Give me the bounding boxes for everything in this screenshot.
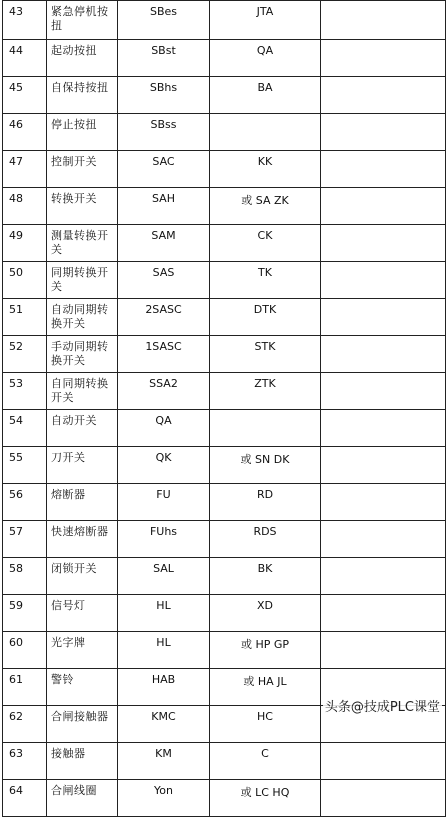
new-symbol-cell: SBst [118, 40, 210, 77]
new-symbol-cell: SAC [118, 151, 210, 188]
blank-cell [321, 225, 446, 262]
old-symbol-cell: RDS [210, 521, 321, 558]
table-row [3, 40, 446, 77]
new-symbol-cell: KM [118, 743, 210, 780]
blank-cell [321, 447, 446, 484]
row-number-cell: 43 [3, 1, 47, 40]
row-number-cell: 59 [3, 595, 47, 632]
new-symbol-cell: HL [118, 595, 210, 632]
row-number-cell: 58 [3, 558, 47, 595]
row-number-cell: 49 [3, 225, 47, 262]
table-row [3, 114, 446, 151]
new-symbol-cell: SAL [118, 558, 210, 595]
blank-cell [321, 558, 446, 595]
blank-cell [321, 77, 446, 114]
blank-cell [321, 151, 446, 188]
component-name-cell: 刀开关 [47, 447, 118, 484]
component-name-cell: 手动同期转换开关 [47, 336, 118, 373]
old-symbol-cell: 或 HP GP [210, 632, 321, 669]
table-row [3, 632, 446, 669]
component-name-cell: 快速熔断器 [47, 521, 118, 558]
blank-cell [321, 632, 446, 669]
old-symbol-cell: C [210, 743, 321, 780]
symbol-table-body [3, 1, 446, 817]
new-symbol-cell: HL [118, 632, 210, 669]
blank-cell [321, 410, 446, 447]
old-symbol-cell [210, 410, 321, 447]
blank-cell [321, 40, 446, 77]
old-symbol-cell: QA [210, 40, 321, 77]
new-symbol-cell: KMC [118, 706, 210, 743]
blank-cell [321, 1, 446, 40]
blank-cell [321, 484, 446, 521]
component-name-cell: 自动开关 [47, 410, 118, 447]
table-row [3, 410, 446, 447]
table-row [3, 484, 446, 521]
table-row [3, 595, 446, 632]
table-row [3, 780, 446, 817]
row-number-cell: 55 [3, 447, 47, 484]
table-row [3, 1, 446, 40]
table-row [3, 336, 446, 373]
blank-cell [321, 114, 446, 151]
row-number-cell: 64 [3, 780, 47, 817]
table-row [3, 558, 446, 595]
row-number-cell: 54 [3, 410, 47, 447]
old-symbol-cell: 或 HA JL [210, 669, 321, 706]
component-name-cell: 起动按扭 [47, 40, 118, 77]
new-symbol-cell: FU [118, 484, 210, 521]
table-row [3, 299, 446, 336]
component-name-cell: 自动同期转换开关 [47, 299, 118, 336]
old-symbol-cell: RD [210, 484, 321, 521]
blank-cell [321, 336, 446, 373]
old-symbol-cell: BK [210, 558, 321, 595]
component-name-cell: 自保持按扭 [47, 77, 118, 114]
blank-cell [321, 373, 446, 410]
table-row [3, 77, 446, 114]
table-row [3, 447, 446, 484]
new-symbol-cell: QA [118, 410, 210, 447]
old-symbol-cell: JTA [210, 1, 321, 40]
component-name-cell: 自同期转换开关 [47, 373, 118, 410]
row-number-cell: 51 [3, 299, 47, 336]
new-symbol-cell: QK [118, 447, 210, 484]
watermark-text: 头条@技成PLC课堂 [323, 696, 442, 715]
new-symbol-cell: SAH [118, 188, 210, 225]
component-name-cell: 接触器 [47, 743, 118, 780]
component-name-cell: 转换开关 [47, 188, 118, 225]
old-symbol-cell: XD [210, 595, 321, 632]
table-row [3, 262, 446, 299]
old-symbol-cell: 或 SN DK [210, 447, 321, 484]
old-symbol-cell: 或 LC HQ [210, 780, 321, 817]
table-row [3, 743, 446, 780]
new-symbol-cell: HAB [118, 669, 210, 706]
component-name-cell: 控制开关 [47, 151, 118, 188]
old-symbol-cell: STK [210, 336, 321, 373]
component-name-cell: 熔断器 [47, 484, 118, 521]
table-row [3, 521, 446, 558]
new-symbol-cell: FUhs [118, 521, 210, 558]
table-row [3, 188, 446, 225]
component-name-cell: 警铃 [47, 669, 118, 706]
old-symbol-cell: ZTK [210, 373, 321, 410]
row-number-cell: 46 [3, 114, 47, 151]
row-number-cell: 53 [3, 373, 47, 410]
new-symbol-cell: Yon [118, 780, 210, 817]
old-symbol-cell [210, 114, 321, 151]
component-name-cell: 紧急停机按扭 [47, 1, 118, 40]
old-symbol-cell: DTK [210, 299, 321, 336]
row-number-cell: 48 [3, 188, 47, 225]
old-symbol-cell: KK [210, 151, 321, 188]
component-name-cell: 停止按扭 [47, 114, 118, 151]
component-name-cell: 合闸接触器 [47, 706, 118, 743]
row-number-cell: 56 [3, 484, 47, 521]
table-row [3, 151, 446, 188]
row-number-cell: 44 [3, 40, 47, 77]
old-symbol-cell: CK [210, 225, 321, 262]
row-number-cell: 62 [3, 706, 47, 743]
new-symbol-cell: SSA2 [118, 373, 210, 410]
blank-cell [321, 299, 446, 336]
component-name-cell: 合闸线圈 [47, 780, 118, 817]
old-symbol-cell: TK [210, 262, 321, 299]
blank-cell [321, 780, 446, 817]
old-symbol-cell: 或 SA ZK [210, 188, 321, 225]
blank-cell [321, 743, 446, 780]
new-symbol-cell: SBes [118, 1, 210, 40]
component-name-cell: 同期转换开关 [47, 262, 118, 299]
new-symbol-cell: SAM [118, 225, 210, 262]
new-symbol-cell: SAS [118, 262, 210, 299]
component-name-cell: 光字牌 [47, 632, 118, 669]
symbol-table [2, 0, 446, 817]
table-row [3, 225, 446, 262]
new-symbol-cell: SBss [118, 114, 210, 151]
component-name-cell: 信号灯 [47, 595, 118, 632]
row-number-cell: 52 [3, 336, 47, 373]
blank-cell [321, 262, 446, 299]
row-number-cell: 60 [3, 632, 47, 669]
row-number-cell: 63 [3, 743, 47, 780]
new-symbol-cell: SBhs [118, 77, 210, 114]
row-number-cell: 50 [3, 262, 47, 299]
component-name-cell: 测量转换开关 [47, 225, 118, 262]
row-number-cell: 45 [3, 77, 47, 114]
component-name-cell: 闭锁开关 [47, 558, 118, 595]
new-symbol-cell: 1SASC [118, 336, 210, 373]
new-symbol-cell: 2SASC [118, 299, 210, 336]
blank-cell [321, 188, 446, 225]
old-symbol-cell: BA [210, 77, 321, 114]
row-number-cell: 47 [3, 151, 47, 188]
blank-cell [321, 521, 446, 558]
old-symbol-cell: HC [210, 706, 321, 743]
row-number-cell: 57 [3, 521, 47, 558]
blank-cell [321, 595, 446, 632]
table-row [3, 373, 446, 410]
row-number-cell: 61 [3, 669, 47, 706]
